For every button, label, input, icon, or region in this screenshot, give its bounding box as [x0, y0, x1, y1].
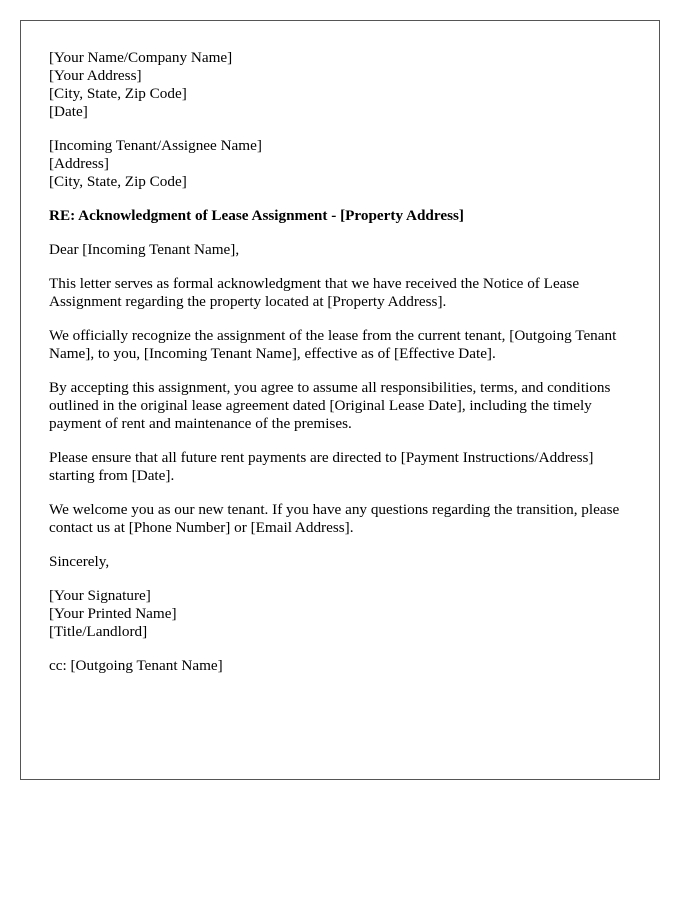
subject-line: RE: Acknowledgment of Lease Assignment - [Property Address]	[49, 207, 464, 224]
signature-block	[49, 587, 631, 641]
recipient-name: [Incoming Tenant/Assignee Name]	[49, 137, 262, 154]
cc-line: cc: [Outgoing Tenant Name]	[49, 657, 223, 674]
letter-page	[20, 20, 660, 780]
sender-address: [Your Address]	[49, 67, 142, 84]
body-paragraph-3: By accepting this assignment, you agree to assume all responsibilities, terms, and conditions outlined in the original lease agreement dated [Original Lease Date], including the timely payment of rent and maintenance of the premises.	[49, 379, 611, 432]
recipient-address: [Address]	[49, 155, 109, 172]
sender-address-block	[49, 49, 631, 121]
sender-name: [Your Name/Company Name]	[49, 49, 233, 66]
recipient-city: [City, State, Zip Code]	[49, 173, 187, 190]
salutation: Dear [Incoming Tenant Name],	[49, 241, 240, 258]
body-paragraph-4: Please ensure that all future rent payments are directed to [Payment Instructions/Address] starting from [Date].	[49, 449, 594, 484]
signature-placeholder: [Your Signature]	[49, 587, 151, 604]
body-paragraph-2: We officially recognize the assignment of the lease from the current tenant, [Outgoing Tenant Name], to you, [Incoming Tenant Name], effective as of [Effective Date].	[49, 327, 617, 362]
letter-date: [Date]	[49, 103, 88, 120]
body-paragraph-5: We welcome you as our new tenant. If you have any questions regarding the transition, please contact us at [Phone Number] or [Email Address].	[49, 501, 620, 536]
printed-name: [Your Printed Name]	[49, 605, 177, 622]
sender-city: [City, State, Zip Code]	[49, 85, 187, 102]
body-paragraph-1: This letter serves as formal acknowledgment that we have received the Notice of Lease Assignment regarding the property located at [Property Address].	[49, 275, 580, 310]
signer-title: [Title/Landlord]	[49, 623, 148, 640]
closing: Sincerely,	[49, 553, 110, 570]
recipient-address-block	[49, 137, 631, 191]
